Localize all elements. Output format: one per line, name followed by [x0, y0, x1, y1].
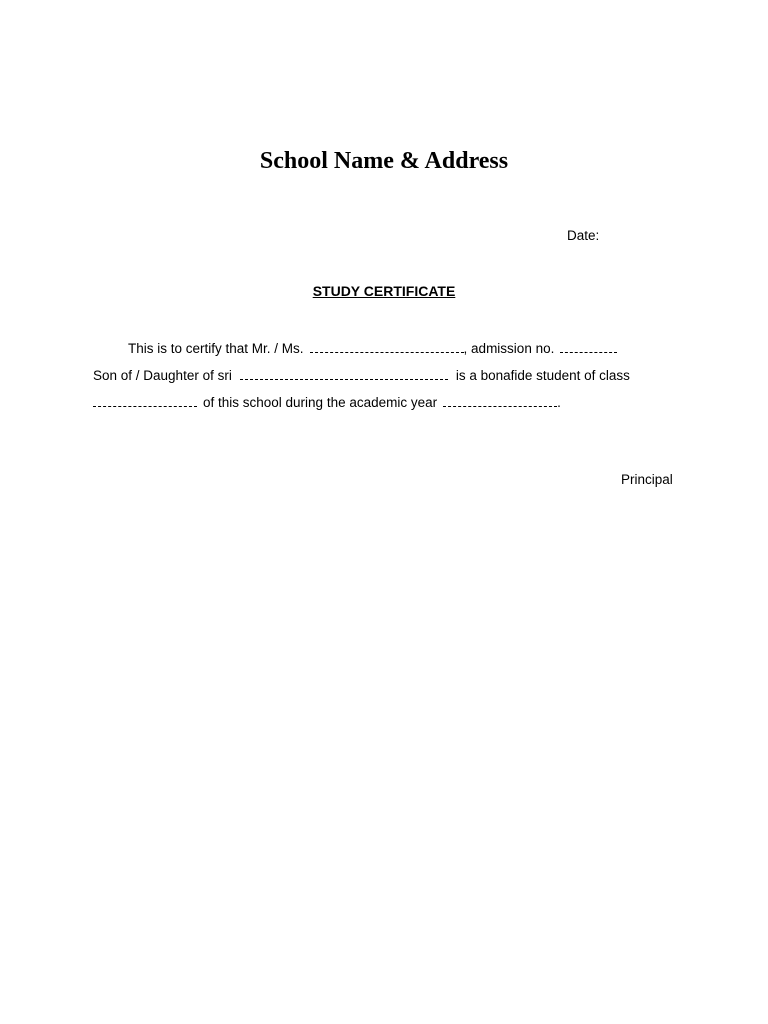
date-label: Date:	[567, 228, 600, 243]
school-name-heading: School Name & Address	[259, 148, 509, 174]
admission-no-blank	[560, 339, 617, 353]
academic-year-text: of this school during the academic year	[203, 395, 438, 410]
principal-signature-label: Principal	[621, 472, 673, 487]
certificate-title	[0, 283, 768, 299]
bonafide-text: is a bonafide student of class	[455, 368, 630, 383]
admission-text: , admission no.	[463, 341, 555, 356]
period-text: .	[557, 395, 561, 410]
parent-name-blank	[240, 366, 448, 380]
academic-year-blank	[443, 393, 557, 407]
body-line-1	[128, 339, 617, 357]
certificate-title-text: STUDY CERTIFICATE	[312, 283, 456, 299]
body-line-2	[93, 366, 630, 384]
student-name-blank	[310, 339, 464, 353]
body-line-3	[93, 393, 561, 411]
parent-text: Son of / Daughter of sri	[93, 368, 232, 383]
class-blank	[93, 393, 197, 407]
certify-text: This is to certify that Mr. / Ms.	[128, 341, 304, 356]
